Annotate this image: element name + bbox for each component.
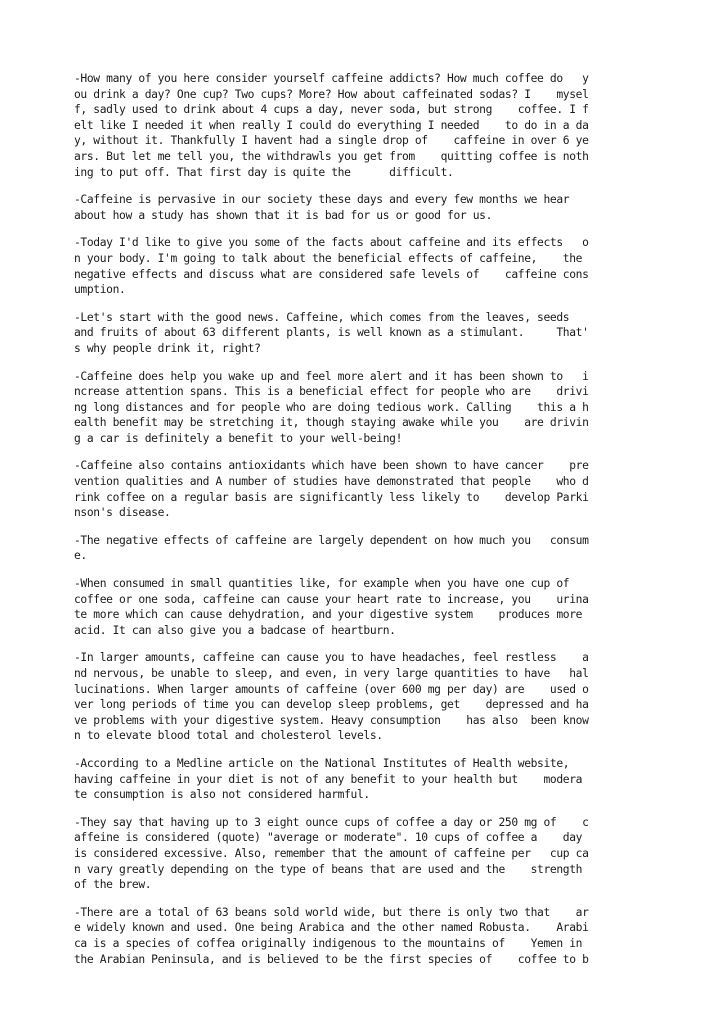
text-line: -They say that having up to 3 eight ounce cups of coffee a day or 250 mg of c (74, 815, 589, 829)
text-line: -There are a total of 63 beans sold world wide, but there is only two that ar (74, 905, 589, 919)
text-line: ng long distances and for people who are doing tedious work. Calling this a h (74, 400, 589, 414)
text-line: of the brew. (74, 878, 152, 892)
text-line: -The negative effects of caffeine are largely dependent on how much you consum (74, 533, 589, 547)
text-line: rink coffee on a regular basis are significantly less likely to develop Parki (74, 490, 589, 504)
text-line: ars. But let me tell you, the withdrawls you get from quitting coffee is noth (74, 149, 589, 163)
text-line: ncrease attention spans. This is a beneficial effect for people who are drivi (74, 385, 589, 399)
paragraph (74, 533, 654, 564)
text-line: -Caffeine is pervasive in our society these days and every few months we hear (74, 193, 570, 207)
text-line: the Arabian Peninsula, and is believed to be the first species of coffee to b (74, 952, 589, 966)
text-line: s why people drink it, right? (74, 341, 261, 355)
text-line: ver long periods of time you can develop sleep problems, get depressed and ha (74, 698, 589, 712)
text-line: and fruits of about 63 different plants, is well known as a stimulant. That' (74, 326, 589, 340)
text-line: n your body. I'm going to talk about the beneficial effects of caffeine, the (74, 251, 583, 265)
text-line: f, sadly used to drink about 4 cups a day, never soda, but strong coffee. I f (74, 103, 589, 117)
paragraph (74, 71, 654, 180)
paragraph (74, 815, 654, 893)
text-line: e widely known and used. One being Arabica and the other named Robusta. Arabi (74, 921, 589, 935)
text-line: lucinations. When larger amounts of caffeine (over 600 mg per day) are used o (74, 682, 589, 696)
paragraph (74, 650, 654, 744)
paragraph (74, 905, 654, 967)
text-line: about how a study has shown that it is bad for us or good for us. (74, 208, 493, 222)
text-line: ve problems with your digestive system. Heavy consumption has also been know (74, 713, 589, 727)
paragraph (74, 310, 654, 357)
text-line: y, without it. Thankfully I havent had a single drop of caffeine in over 6 ye (74, 134, 589, 148)
paragraph (74, 458, 654, 520)
text-line: -Today I'd like to give you some of the facts about caffeine and its effects o (74, 236, 589, 250)
text-line: n to elevate blood total and cholesterol levels. (74, 729, 383, 743)
paragraph (74, 192, 654, 223)
text-line: vention qualities and A number of studies have demonstrated that people who d (74, 475, 589, 489)
text-line: affeine is considered (quote) "average or moderate". 10 cups of coffee a day (74, 831, 583, 845)
paragraph (74, 369, 654, 447)
text-line: -Let's start with the good news. Caffeine, which comes from the leaves, seeds (74, 310, 570, 324)
text-line: ealth benefit may be stretching it, though staying awake while you are drivin (74, 416, 589, 430)
document-body (74, 71, 654, 979)
text-line: ou drink a day? One cup? Two cups? More? How about caffeinated sodas? I mysel (74, 87, 589, 101)
text-line: ca is a species of coffea originally indigenous to the mountains of Yemen in (74, 936, 583, 950)
text-line: -In larger amounts, caffeine can cause you to have headaches, feel restless a (74, 651, 589, 665)
text-line: ing to put off. That first day is quite the difficult. (74, 165, 454, 179)
text-line: te consumption is also not considered harmful. (74, 788, 370, 802)
text-line: is considered excessive. Also, remember that the amount of caffeine per cup ca (74, 846, 589, 860)
text-line: nd nervous, be unable to sleep, and even, in very large quantities to have hal (74, 667, 589, 680)
text-line: umption. (74, 283, 126, 297)
paragraph (74, 235, 654, 297)
text-line: coffee or one soda, caffeine can cause your heart rate to increase, you urina (74, 592, 589, 606)
text-line: having caffeine in your diet is not of any benefit to your health but modera (74, 772, 583, 786)
text-line: -When consumed in small quantities like, for example when you have one cup of (74, 577, 570, 591)
text-line: elt like I needed it when really I could do everything I needed to do in a da (74, 118, 589, 132)
text-line: n vary greatly depending on the type of beans that are used and the strength (74, 862, 583, 876)
text-line: -Caffeine also contains antioxidants which have been shown to have cancer pre (74, 459, 589, 473)
text-line: -According to a Medline article on the National Institutes of Health website, (74, 756, 570, 770)
text-line: -How many of you here consider yourself caffeine addicts? How much coffee do y (74, 72, 589, 85)
text-line: te more which can cause dehydration, and your digestive system produces more (74, 608, 583, 622)
paragraph (74, 756, 654, 803)
text-line: g a car is definitely a benefit to your well-being! (74, 431, 402, 445)
text-line: e. (74, 549, 87, 563)
text-line: acid. It can also give you a badcase of heartburn. (74, 623, 396, 637)
text-line: nson's disease. (74, 506, 171, 520)
text-line: negative effects and discuss what are considered safe levels of caffeine cons (74, 267, 589, 281)
paragraph (74, 576, 654, 638)
text-line: -Caffeine does help you wake up and feel more alert and it has been shown to i (74, 369, 589, 383)
